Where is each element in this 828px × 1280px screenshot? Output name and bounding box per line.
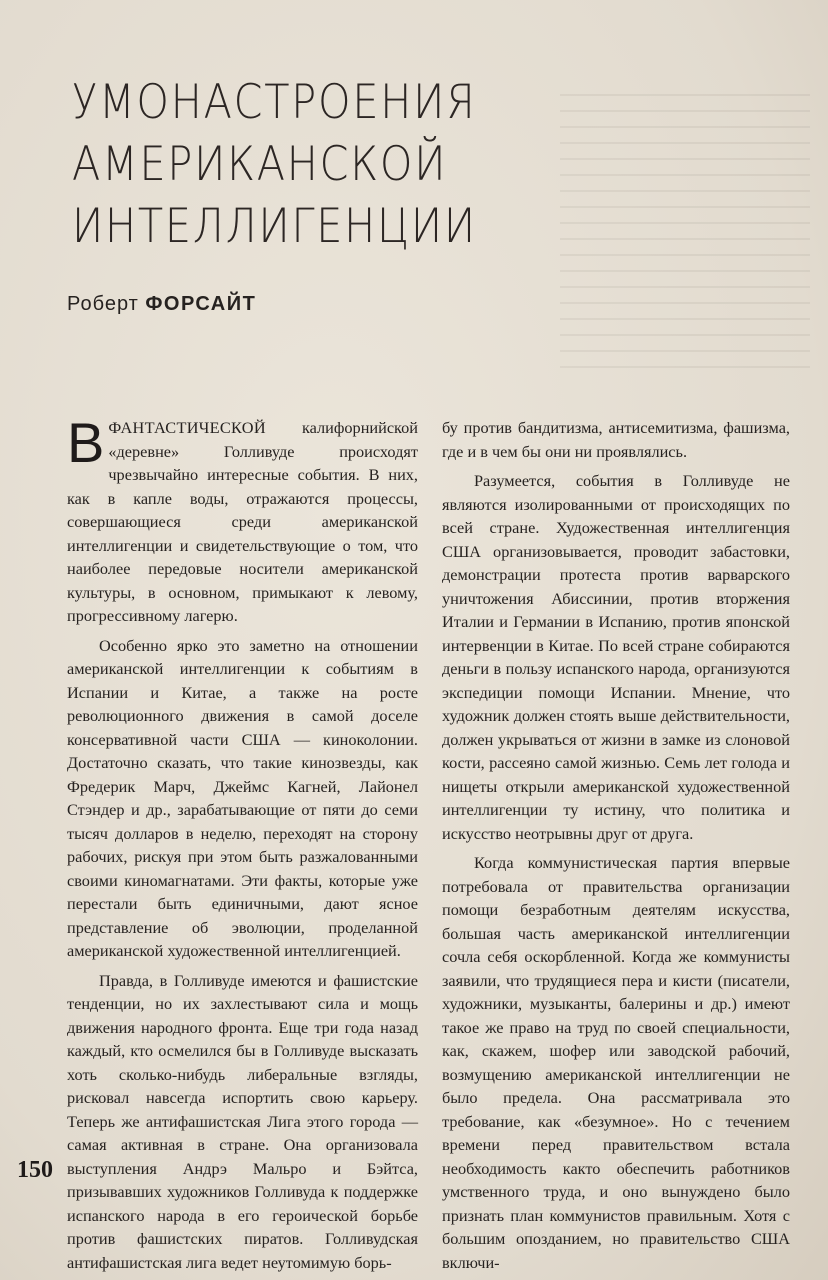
lead-caps: ФАНТАСТИЧЕСКОЙ <box>108 418 266 437</box>
left-column <box>67 411 418 1274</box>
paragraph: Правда, в Голливуде имеются и фашистские тенденции, но их захлестывают сила и мощь движения народного фронта. Еще три года назад каждый, кто осмелился бы в Голливуде высказать хоть сколько-нибудь либеральные взгляды, рисковал навсегда испортить свою карьеру. Теперь же антифашистская Лига этого города — самая активная в стране. Она организовала выступления Андрэ Мальро и Бэйтса, призывавших художников Голливуда к поддержке испанского народа в его героической борьбе против фашистских пиратов. Голливудская антифашистская лига ведет неутомимую борь- <box>67 970 418 1272</box>
article-title <box>72 72 494 258</box>
paragraph: Разумеется, события в Голливуде не являются изолированными от происходящих по всей стране. Художественная интеллигенция США организовывается, проводит забастовки, демонстрации протеста против варварского уничтожения Абиссинии, против вторжения Италии и Германии в Испанию, против японской интервенции в Китае. По всей стране собираются деньги в пользу испанского народа, организуются экспедиции помощи Испании. Мнение, что художник должен стоять выше действительности, должен укрываться от жизни в замке из слоновой кости, рассеяно самой жизнью. Семь лет голода и нищеты открыли американской художественной интеллигенции ту истину, что политика и искусство неотрывны друг от друга. <box>442 471 790 843</box>
drop-cap: В <box>67 411 105 474</box>
article-author <box>67 293 256 316</box>
bleed-through-text <box>560 80 810 410</box>
author-first-name: Роберт <box>67 293 139 315</box>
page-number: 150 <box>17 1157 53 1183</box>
title-line-1: УМОНАСТРОЕНИЯ <box>72 75 477 130</box>
paragraph <box>67 411 418 628</box>
title-line-2: АМЕРИКАНСКОЙ <box>72 137 448 192</box>
paragraph: Особенно ярко это заметно на отношении американской интеллигенции к событиям в Испании и Китае, а также на росте революционного движения в самой доселе консервативной части США — киноколонии. Достаточно сказать, что такие кинозвезды, как Фредерик Марч, Джеймс Кагней, Лайонел Стэндер и др., зарабатывающие от пяти до семи тысяч долларов в неделю, переходят на сторону рабочих, рискуя при этом быть разжалованными своими киномагнатами. Эти факты, которые уже перестали быть единичными, дают ясное представление об эволюции, проделанной американской художественной интеллигенцией. <box>67 635 418 960</box>
title-line-3: ИНТЕЛЛИГЕНЦИИ <box>72 199 477 254</box>
right-column <box>442 416 790 1274</box>
author-surname: ФОРСАЙТ <box>145 293 257 315</box>
paragraph-text: калифорнийской «деревне» Голливуде происходят чрезвычайно интересные события. В них, как в капле воды, отражаются процессы, совершающиеся среди американской интеллигенции и свидетельствующие о том, что наиболее передовые носители американской культуры, в основном, примыкают к левому, прогрессивному лагерю. <box>67 418 418 625</box>
paragraph: Когда коммунистическая партия впервые потребовала от правительства организации помощи безработным деятелям искусства, большая часть американской интеллигенции сочла себя оскорбленной. Когда же коммунисты заявили, что трудящиеся пера и кисти (писатели, художники, музыканты, балерины и др.) имеют такое же право на труд по своей специальности, как, скажем, шофер или заводской рабочий, возмущению американской интеллигенции не было предела. Она рассматривала это требование, как «безумное». Но с течением времени перед правительством встала необходимость както обеспечить работников умственного труда, и оно вынуждено было признать план коммунистов правильным. Хотя с большим опозданием, но правительство США включи- <box>442 853 790 1272</box>
paragraph: бу против бандитизма, антисемитизма, фашизма, где и в чем бы они ни проявлялись. <box>442 418 790 461</box>
